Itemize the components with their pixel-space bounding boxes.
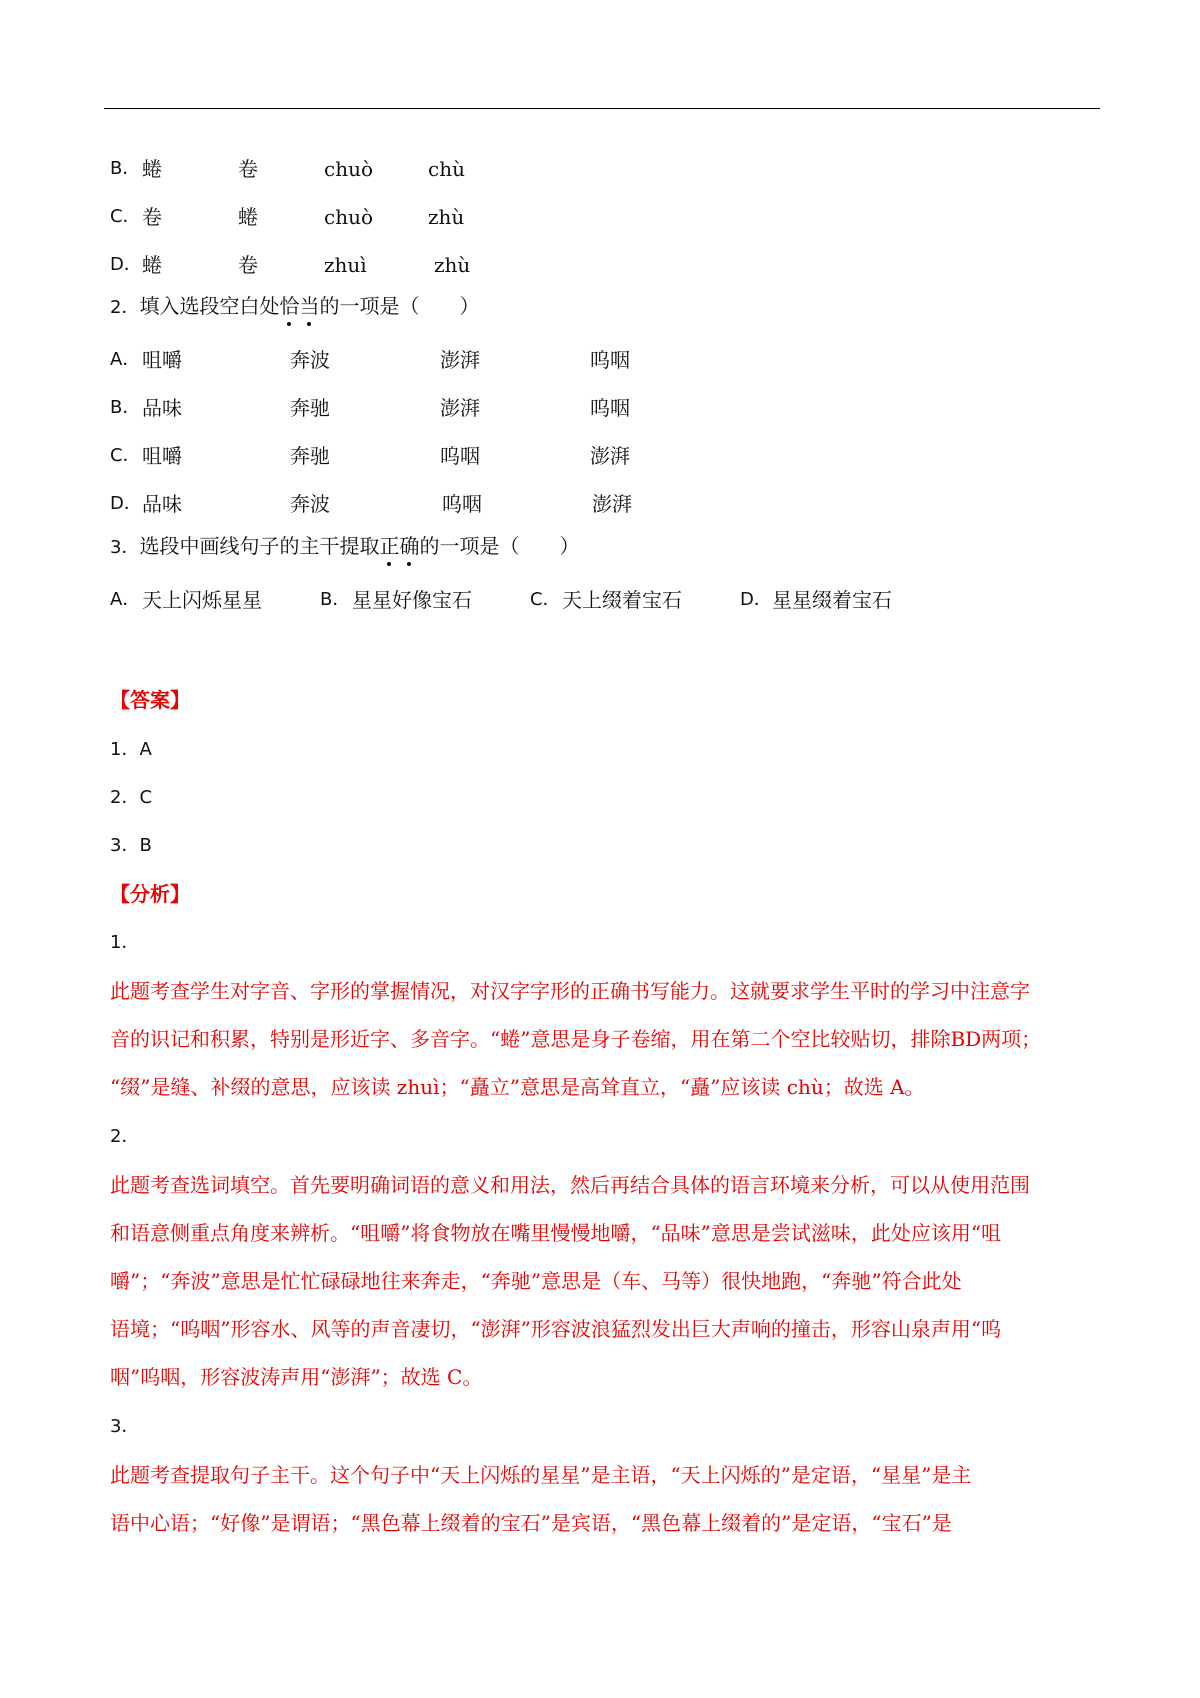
q3-text-after: 的一项是（ ） <box>419 534 580 558</box>
option-char-1: 蜷 <box>142 253 162 277</box>
option-letter: A． <box>110 349 141 370</box>
analysis-section-3-number: 3． <box>110 1416 140 1437</box>
option-word-4: 呜咽 <box>590 396 630 420</box>
q2-stem <box>110 292 479 322</box>
option-word-1: 品味 <box>142 396 182 420</box>
option-letter: C． <box>110 445 141 466</box>
option-char-1: 卷 <box>142 205 162 229</box>
q3-number: 3． <box>110 537 140 558</box>
q3-dotted-char-2: 确 <box>399 534 420 558</box>
option-word-3: 呜咽 <box>440 444 480 468</box>
option-pinyin-1: chuò <box>324 205 374 229</box>
option-pinyin-2: chù <box>428 157 465 181</box>
analysis-title: 【分析】 <box>110 882 190 906</box>
option-letter: D． <box>110 254 142 275</box>
option-word-4: 呜咽 <box>590 348 630 372</box>
q3-text-before: 选段中画线句子的主干提取 <box>139 534 380 558</box>
q3-option-a-text: 天上闪烁星星 <box>142 588 262 612</box>
analysis-section-1-text <box>110 967 1100 1111</box>
q2-text-before: 填入选段空白处 <box>139 294 280 318</box>
q2-text-after: 的一项是（ ） <box>319 294 480 318</box>
answer-item-1: 1．A <box>110 739 152 760</box>
analysis-line: 语中心语；“好像”是谓语；“黑色幕上缀着的宝石”是宾语，“黑色幕上缀着的”是定语，“宝石”是 <box>110 1511 952 1535</box>
analysis-line: “缀”是缝、补缀的意思，应该读 zhuì；“矗立”意思是高耸直立，“矗”应该读 chù；故选 A。 <box>110 1075 925 1099</box>
analysis-line: 此题考查选词填空。首先要明确词语的意义和用法，然后再结合具体的语言环境来分析，可以从使用范围 <box>110 1173 1030 1197</box>
answer-item-3: 3．B <box>110 835 152 856</box>
header-rule <box>104 108 1100 109</box>
answer-item-2: 2．C <box>110 787 153 808</box>
analysis-line: 咽”呜咽，形容波涛声用“澎湃”；故选 C。 <box>110 1365 483 1389</box>
option-word-2: 奔波 <box>290 492 330 516</box>
q2-dotted-char-2: 当 <box>299 294 320 318</box>
option-word-1: 咀嚼 <box>142 444 182 468</box>
option-pinyin-1: chuò <box>324 157 374 181</box>
option-char-2: 卷 <box>238 253 258 277</box>
analysis-section-2-text <box>110 1161 1100 1401</box>
option-word-4: 澎湃 <box>592 492 632 516</box>
analysis-line: 语境；“呜咽”形容水、风等的声音凄切，“澎湃”形容波浪猛烈发出巨大声响的撞击，形容山泉声用“呜 <box>110 1317 1002 1341</box>
analysis-line: 音的识记和积累，特别是形近字、多音字。“蜷”意思是身子卷缩，用在第二个空比较贴切，排除BD两项； <box>110 1027 1042 1051</box>
option-word-3: 澎湃 <box>440 348 480 372</box>
option-word-1: 咀嚼 <box>142 348 182 372</box>
q3-option-b-text: 星星好像宝石 <box>352 588 472 612</box>
option-pinyin-2: zhù <box>428 205 465 229</box>
option-pinyin-1: zhuì <box>324 253 367 277</box>
option-letter: A． <box>110 589 141 610</box>
analysis-line: 和语意侧重点角度来辨析。“咀嚼”将食物放在嘴里慢慢地嚼，“品味”意思是尝试滋味，此处应该用“咀 <box>110 1221 1002 1245</box>
option-word-4: 澎湃 <box>590 444 630 468</box>
analysis-line: 嚼”；“奔波”意思是忙忙碌碌地往来奔走，“奔驰”意思是（车、马等）很快地跑，“奔驰”符合此处 <box>110 1269 962 1293</box>
q3-stem <box>110 532 579 562</box>
option-letter: C． <box>110 206 141 227</box>
q2-dotted-char-1: 恰 <box>279 294 300 318</box>
option-word-1: 品味 <box>142 492 182 516</box>
analysis-line: 此题考查提取句子主干。这个句子中“天上闪烁的星星”是主语，“天上闪烁的”是定语，“星星”是主 <box>110 1463 972 1487</box>
q3-option-c-text: 天上缀着宝石 <box>562 588 682 612</box>
option-letter: B． <box>110 158 141 179</box>
option-letter: D． <box>740 589 772 610</box>
q3-option-d-text: 星星缀着宝石 <box>772 588 892 612</box>
analysis-line: 此题考查学生对字音、字形的掌握情况，对汉字字形的正确书写能力。这就要求学生平时的学习中注意字 <box>110 979 1030 1003</box>
option-word-2: 奔波 <box>290 348 330 372</box>
option-char-1: 蜷 <box>142 157 162 181</box>
answer-title: 【答案】 <box>110 688 190 712</box>
option-word-2: 奔驰 <box>290 396 330 420</box>
option-letter: D． <box>110 493 142 514</box>
option-pinyin-2: zhù <box>434 253 471 277</box>
q3-dotted-char-1: 正 <box>379 534 400 558</box>
option-letter: B． <box>320 589 351 610</box>
option-letter: B． <box>110 397 141 418</box>
analysis-section-1-number: 1． <box>110 932 140 953</box>
option-word-2: 奔驰 <box>290 444 330 468</box>
option-char-2: 蜷 <box>238 205 258 229</box>
analysis-section-3-text <box>110 1451 1100 1547</box>
option-char-2: 卷 <box>238 157 258 181</box>
q2-number: 2． <box>110 297 140 318</box>
option-word-3: 呜咽 <box>442 492 482 516</box>
option-word-3: 澎湃 <box>440 396 480 420</box>
analysis-section-2-number: 2． <box>110 1126 140 1147</box>
option-letter: C． <box>530 589 561 610</box>
